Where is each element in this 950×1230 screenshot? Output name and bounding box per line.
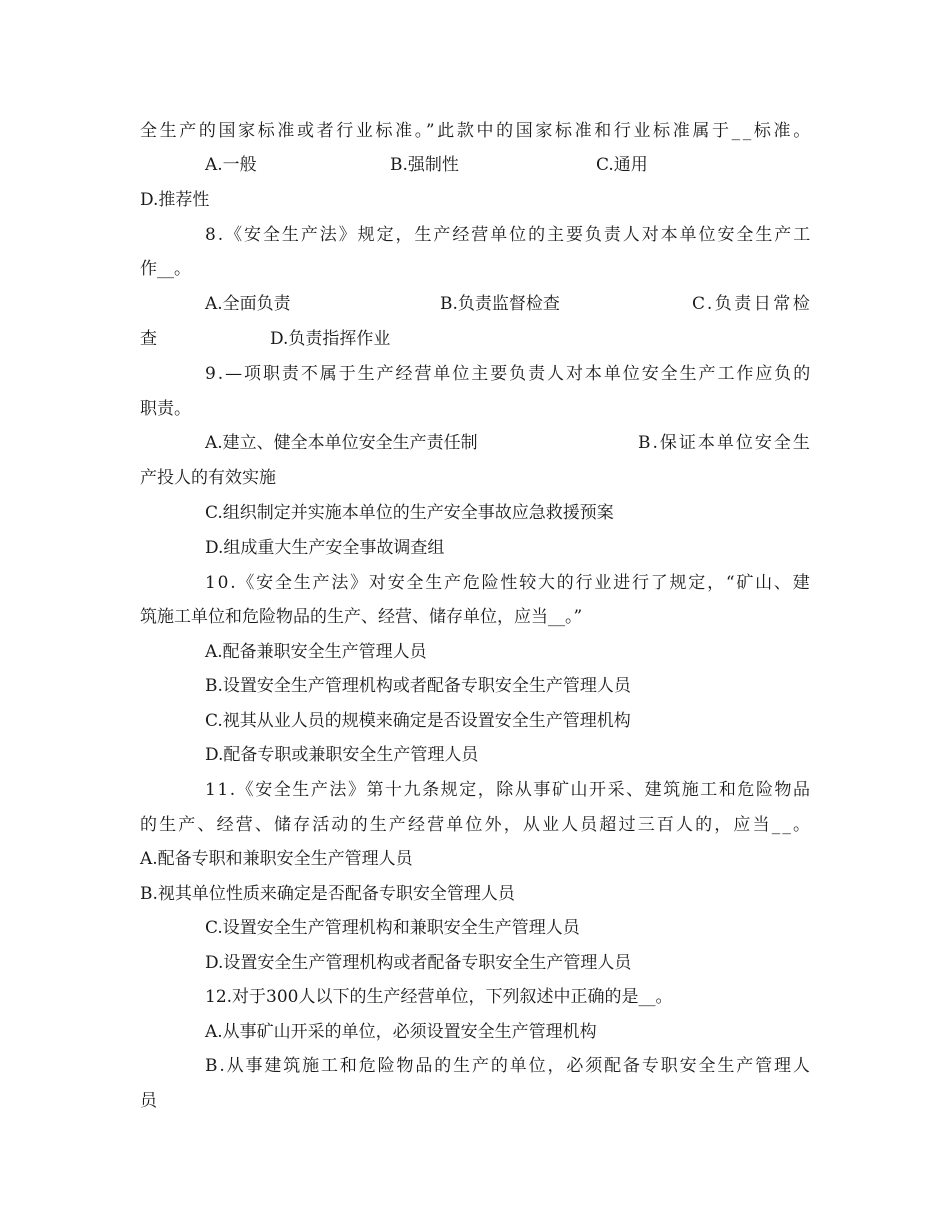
option-d: D.组成重大生产安全事故调查组 xyxy=(205,538,445,558)
text-line: 的生产、经营、储存活动的生产经营单位外，从业人员超过三百人的，应当__。 xyxy=(140,815,813,835)
option-a: A.配备兼职安全生产管理人员 xyxy=(205,642,427,662)
option-b: B.保证本单位安全生 xyxy=(638,433,812,453)
option-b: B.强制性 xyxy=(390,155,459,175)
option-d: D.设置安全生产管理机构或者配备专职安全生产管理人员 xyxy=(205,953,632,973)
text-line: 产投人的有效实施 xyxy=(140,468,276,488)
option-c: C.通用 xyxy=(596,155,648,175)
text-line: 查 xyxy=(140,329,157,349)
option-d: D.推荐性 xyxy=(140,190,210,210)
question-9: 9.—项职责不属于生产经营单位主要负责人对本单位安全生产工作应负的 xyxy=(205,364,813,384)
question-11: 11.《安全生产法》第十九条规定，除从事矿山开采、建筑施工和危险物品 xyxy=(205,780,812,800)
option-a: A.从事矿山开采的单位，必须设置安全生产管理机构 xyxy=(205,1022,597,1042)
text-line: 筑施工单位和危险物品的生产、经营、储存单位，应当__。” xyxy=(140,607,583,627)
option-a: A.全面负责 xyxy=(205,294,291,314)
text-line: 作__。 xyxy=(140,259,191,279)
question-8: 8.《安全生产法》规定，生产经营单位的主要负责人对本单位安全生产工 xyxy=(205,225,813,245)
option-c: C.设置安全生产管理机构和兼职安全生产管理人员 xyxy=(205,918,580,938)
text-line: 全生产的国家标准或者行业标准。”此款中的国家标准和行业标准属于__标准。 xyxy=(140,121,813,141)
option-d: D.配备专职或兼职安全生产管理人员 xyxy=(205,745,479,765)
option-a: A.一般 xyxy=(205,155,257,175)
option-b: B.从事建筑施工和危险物品的生产的单位，必须配备专职安全生产管理人 xyxy=(205,1056,812,1076)
option-a: A.配备专职和兼职安全生产管理人员 xyxy=(140,849,413,869)
option-b: B.设置安全生产管理机构或者配备专职安全生产管理人员 xyxy=(205,676,631,696)
option-c: C.视其从业人员的规模来确定是否设置安全生产管理机构 xyxy=(205,711,631,731)
option-b: B.视其单位性质来确定是否配备专职安全管理人员 xyxy=(140,884,515,904)
text-line: 员 xyxy=(140,1091,157,1111)
question-12: 12.对于300人以下的生产经营单位，下列叙述中正确的是__。 xyxy=(205,987,673,1007)
option-c: C.负责日常检 xyxy=(692,294,813,314)
text-line: 职责。 xyxy=(140,399,191,419)
option-d: D.负责指挥作业 xyxy=(270,329,391,349)
option-c: C.组织制定并实施本单位的生产安全事故应急救援预案 xyxy=(205,503,614,523)
option-b: B.负责监督检查 xyxy=(440,294,560,314)
option-a: A.建立、健全本单位安全生产责任制 xyxy=(205,433,478,453)
question-10: 10.《安全生产法》对安全生产危险性较大的行业进行了规定，“矿山、建 xyxy=(205,573,812,593)
